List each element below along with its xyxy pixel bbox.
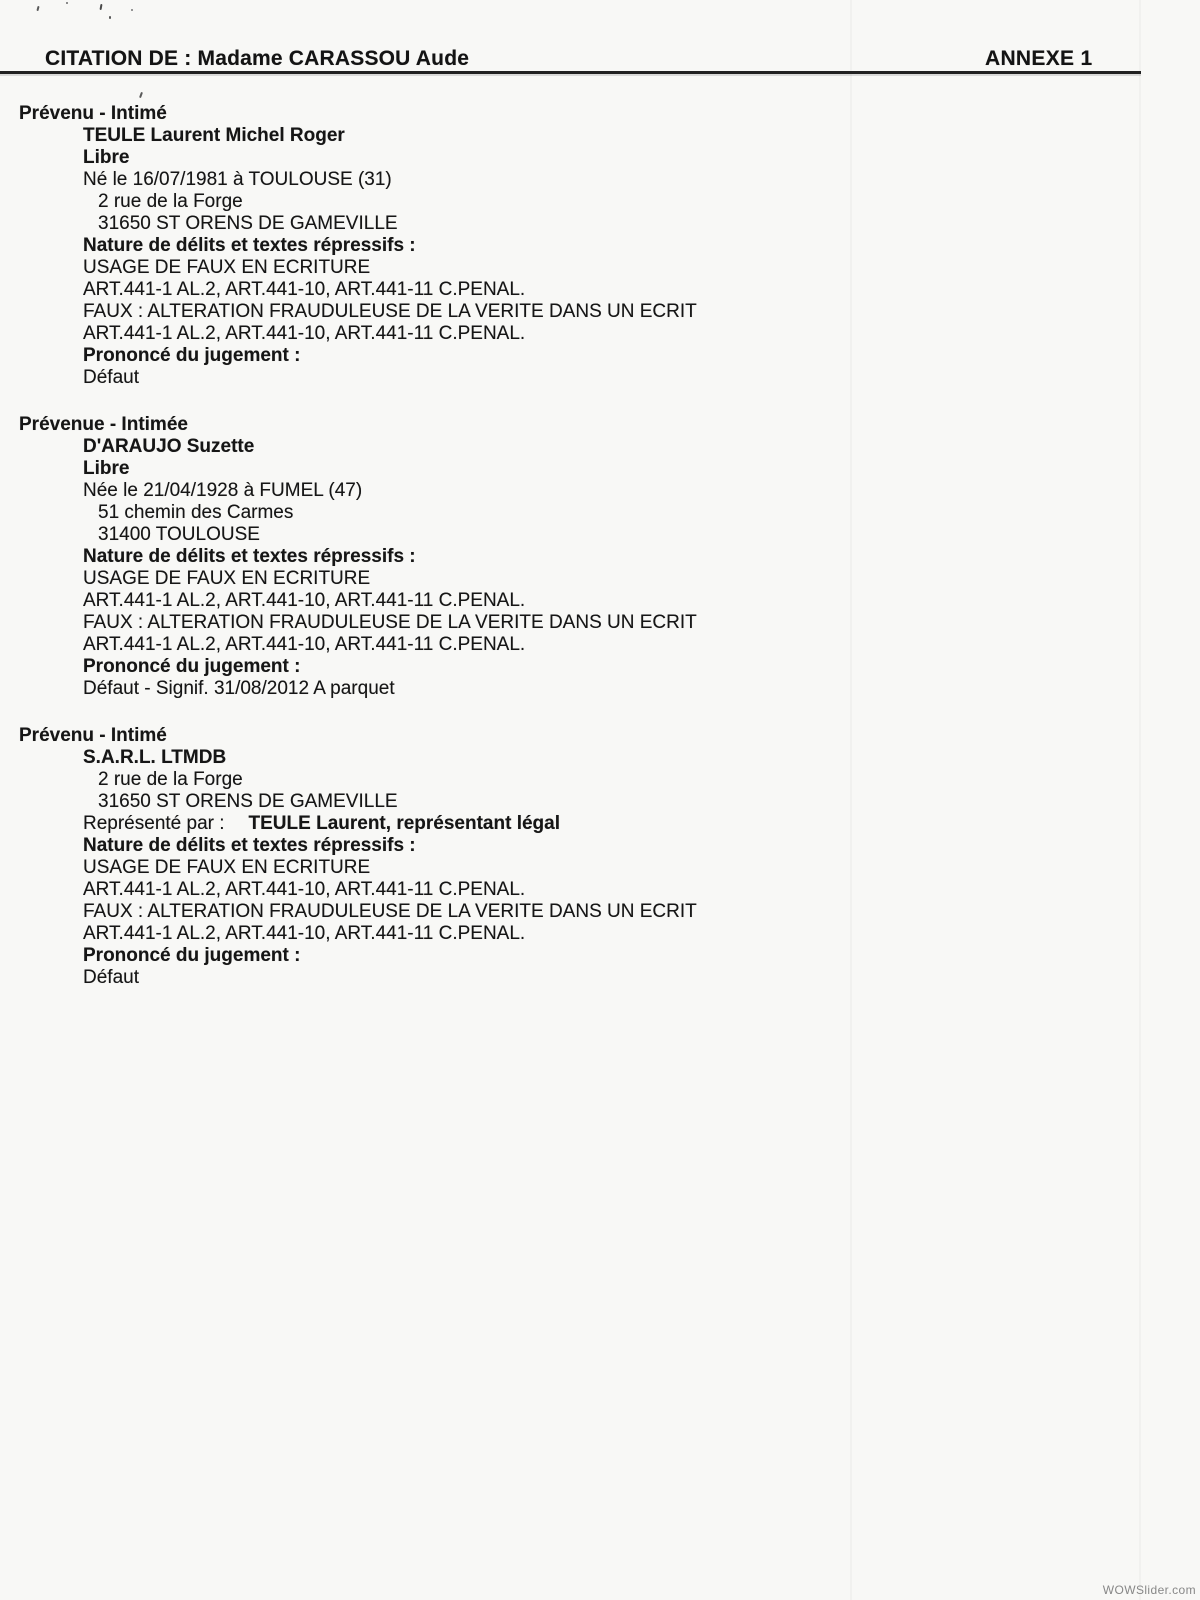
address-line: 2 rue de la Forge: [98, 769, 243, 790]
representative-name: TEULE Laurent, représentant légal: [248, 813, 560, 834]
judgment-heading: Prononcé du jugement :: [83, 656, 301, 677]
custody-status: Libre: [83, 458, 130, 479]
judgment-value: Défaut: [83, 967, 139, 988]
party-role: Prévenue - Intimée: [19, 414, 188, 435]
offense-line: FAUX : ALTERATION FRAUDULEUSE DE LA VERITE DANS UN ECRIT: [83, 612, 697, 633]
party-section-1: [19, 103, 1139, 389]
offense-line: ART.441-1 AL.2, ART.441-10, ART.441-11 C.PENAL.: [83, 879, 526, 900]
document-title: CITATION DE : Madame CARASSOU Aude: [45, 47, 470, 70]
custody-status: Libre: [83, 147, 130, 168]
offense-line: USAGE DE FAUX EN ECRITURE: [83, 257, 371, 278]
offense-line: ART.441-1 AL.2, ART.441-10, ART.441-11 C.PENAL.: [83, 923, 526, 944]
scan-speck: [36, 6, 39, 11]
offense-line: ART.441-1 AL.2, ART.441-10, ART.441-11 C.PENAL.: [83, 323, 526, 344]
party-section-3: [19, 725, 1139, 989]
party-section-2: [19, 414, 1139, 700]
scan-speck: [109, 16, 111, 19]
offense-line: USAGE DE FAUX EN ECRITURE: [83, 568, 371, 589]
offense-line: FAUX : ALTERATION FRAUDULEUSE DE LA VERITE DANS UN ECRIT: [83, 301, 697, 322]
offense-line: USAGE DE FAUX EN ECRITURE: [83, 857, 371, 878]
scan-speck: [66, 2, 68, 4]
watermark: WOWSlider.com: [1102, 1583, 1196, 1597]
address-line: 51 chemin des Carmes: [98, 502, 294, 523]
offense-line: FAUX : ALTERATION FRAUDULEUSE DE LA VERITE DANS UN ECRIT: [83, 901, 697, 922]
judgment-heading: Prononcé du jugement :: [83, 945, 301, 966]
judgment-value: Défaut - Signif. 31/08/2012 A parquet: [83, 678, 395, 699]
scan-speck: [99, 4, 102, 10]
offense-line: ART.441-1 AL.2, ART.441-10, ART.441-11 C.PENAL.: [83, 634, 526, 655]
party-name: TEULE Laurent Michel Roger: [83, 125, 345, 146]
nature-heading: Nature de délits et textes répressifs :: [83, 835, 416, 856]
birth-line: Né le 16/07/1981 à TOULOUSE (31): [83, 169, 392, 190]
scan-speck: [131, 9, 133, 11]
judgment-value: Défaut: [83, 367, 139, 388]
address-line: 31400 TOULOUSE: [98, 524, 260, 545]
representative-line: [19, 813, 1139, 835]
offense-line: ART.441-1 AL.2, ART.441-10, ART.441-11 C.PENAL.: [83, 279, 526, 300]
party-name: S.A.R.L. LTMDB: [83, 747, 227, 768]
address-line: 31650 ST ORENS DE GAMEVILLE: [98, 791, 398, 812]
party-role: Prévenu - Intimé: [19, 103, 167, 124]
judgment-heading: Prononcé du jugement :: [83, 345, 301, 366]
party-role: Prévenu - Intimé: [19, 725, 167, 746]
offense-line: ART.441-1 AL.2, ART.441-10, ART.441-11 C.PENAL.: [83, 590, 526, 611]
scan-speck: [139, 92, 143, 98]
scan-artifact-band: [1139, 0, 1141, 1600]
address-line: 31650 ST ORENS DE GAMEVILLE: [98, 213, 398, 234]
document-body: [19, 103, 1139, 989]
address-line: 2 rue de la Forge: [98, 191, 243, 212]
nature-heading: Nature de délits et textes répressifs :: [83, 546, 416, 567]
annexe-label: ANNEXE 1: [985, 47, 1093, 70]
nature-heading: Nature de délits et textes répressifs :: [83, 235, 416, 256]
represented-by-label: Représenté par :: [83, 813, 225, 834]
header-divider: [0, 71, 1141, 74]
party-name: D'ARAUJO Suzette: [83, 436, 255, 457]
birth-line: Née le 21/04/1928 à FUMEL (47): [83, 480, 363, 501]
